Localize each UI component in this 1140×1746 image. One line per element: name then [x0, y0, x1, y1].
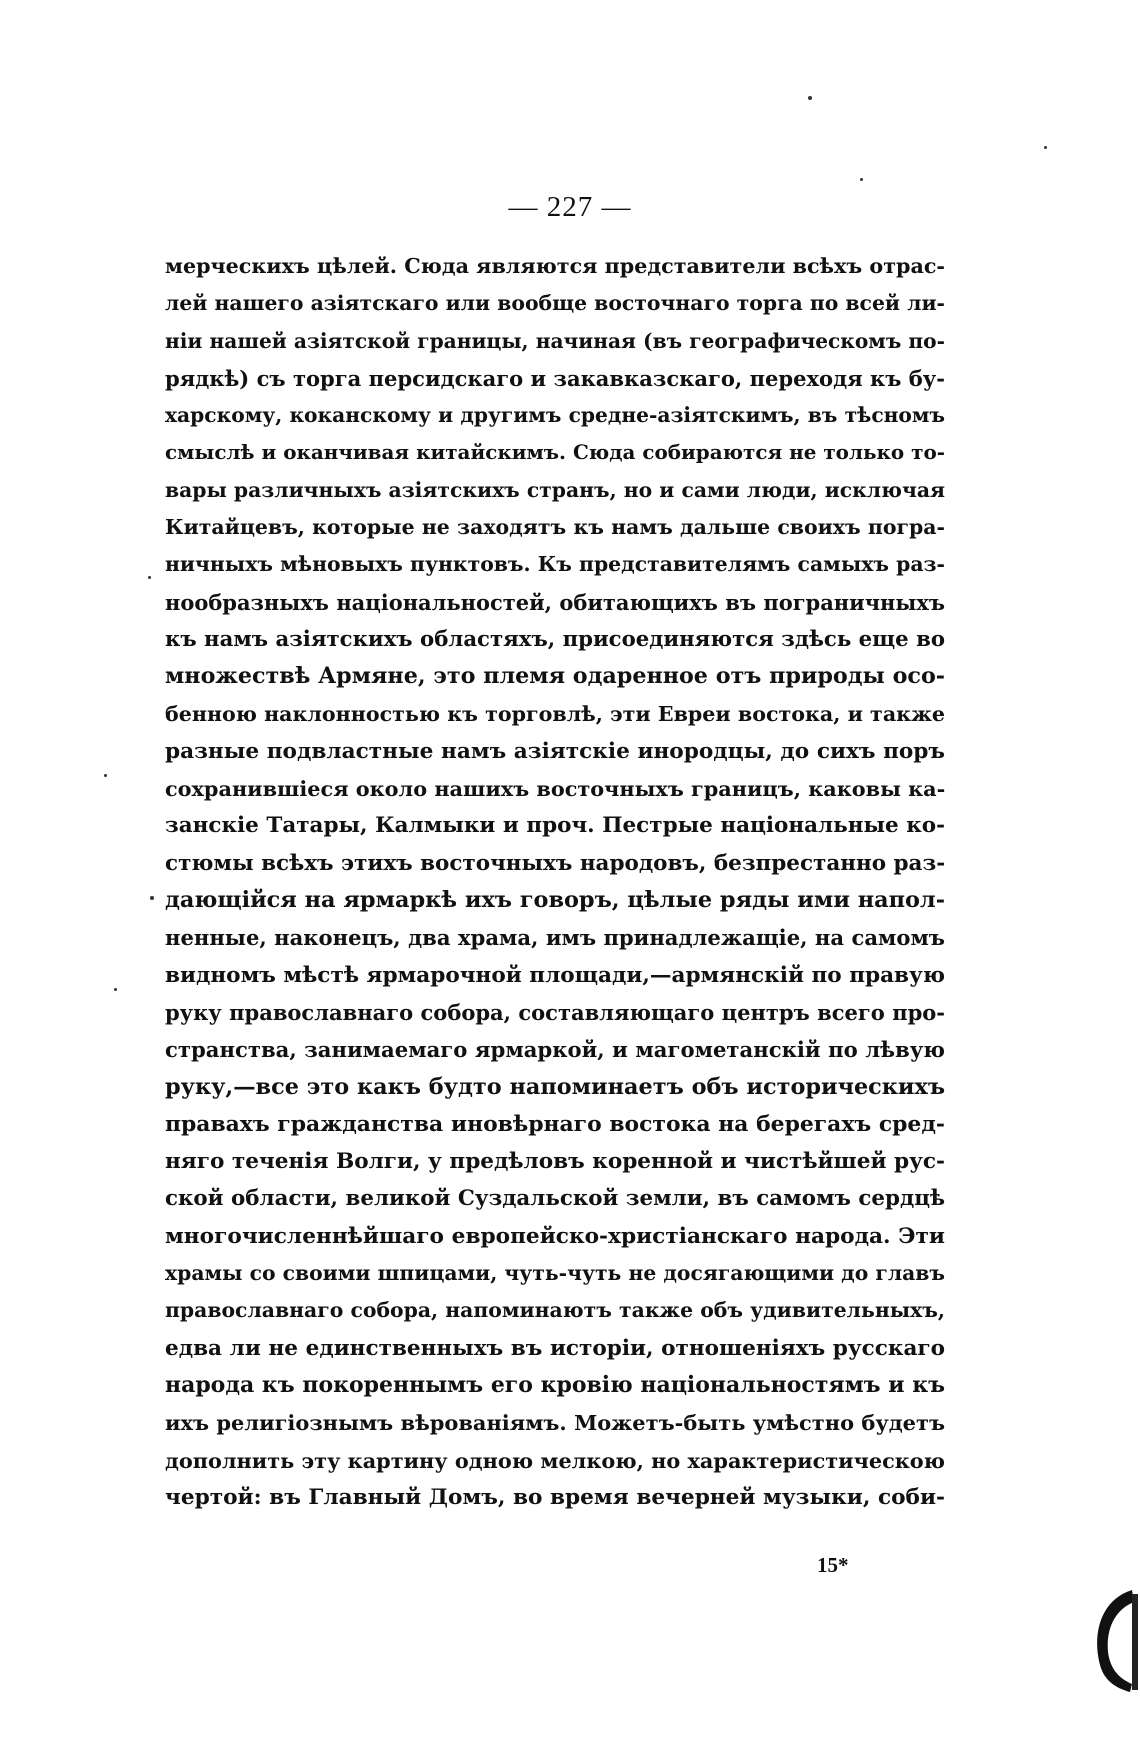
printer-signature-mark: 15*: [817, 1553, 849, 1577]
text-line: вары различныхъ азіятскихъ странъ, но и сами люди, исключая: [165, 477, 945, 502]
text-line: многочисленнѣйшаго европейско-христіанскаго народа. Эти: [165, 1223, 945, 1249]
text-line: харскому, коканскому и другимъ средне-азіятскимъ, въ тѣсномъ: [165, 403, 945, 428]
text-line: множествѣ Армяне, это племя одаренное отъ природы осо-: [165, 663, 945, 690]
text-line: видномъ мѣстѣ ярмарочной площади,—армянскій по правую: [165, 962, 945, 988]
text-line: народа къ покореннымъ его кровію національностямъ и къ: [165, 1371, 945, 1398]
text-line: стюмы всѣхъ этихъ восточныхъ народовъ, безпрестанно раз-: [165, 850, 945, 876]
text-line: ской области, великой Суздальской земли, въ самомъ сердцѣ: [165, 1186, 945, 1212]
text-line: ніи нашей азіятской границы, начиная (въ географическомъ по-: [165, 328, 945, 353]
text-line: бенною наклонностью къ торговлѣ, эти Евреи востока, и также: [165, 701, 945, 726]
text-line: руку,—все это какъ будто напоминаетъ объ историческихъ: [165, 1073, 945, 1100]
text-line: ничныхъ мѣновыхъ пунктовъ. Къ представителямъ самыхъ раз-: [165, 552, 945, 577]
text-line: нообразныхъ національностей, обитающихъ въ пограничныхъ: [165, 589, 945, 615]
text-line: лей нашего азіятскаго или вообще восточнаго торга по всей ли-: [165, 291, 945, 316]
text-line: ненные, наконецъ, два храма, имъ принадлежащіе, на самомъ: [165, 925, 945, 951]
text-line: къ намъ азіятскихъ областяхъ, присоединяются здѣсь еще во: [165, 626, 945, 652]
print-speck: [114, 988, 117, 991]
text-line: правахъ гражданства иновѣрнаго востока на берегахъ сред-: [165, 1110, 945, 1137]
print-speck: [860, 178, 863, 181]
text-line: странства, занимаемаго ярмаркой, и магометанскій по лѣвую: [165, 1037, 945, 1063]
page-edge-shadow: [1070, 1580, 1140, 1700]
text-line: храмы со своими шпицами, чуть-чуть не досягающими до главъ: [165, 1261, 945, 1286]
page-number: — 227 —: [508, 191, 632, 223]
text-line: православнаго собора, напоминаютъ также объ удивительныхъ,: [165, 1298, 945, 1323]
body-text: [165, 248, 945, 1516]
text-line: едва ли не единственныхъ въ исторіи, отношеніяхъ русскаго: [165, 1335, 945, 1361]
text-line: Китайцевъ, которые не заходятъ къ намъ дальше своихъ погра-: [165, 515, 945, 540]
text-line: чертой: въ Главный Домъ, во время вечерней музыки, соби-: [165, 1484, 945, 1510]
text-line: ихъ религіознымъ вѣрованіямъ. Можетъ-быть умѣстно будетъ: [165, 1410, 945, 1436]
text-line: занскіе Татары, Калмыки и проч. Пестрые національные ко-: [165, 813, 945, 839]
print-speck: [808, 96, 812, 100]
text-line: смыслѣ и оканчивая китайскимъ. Сюда собираются не только то-: [165, 440, 945, 465]
print-speck: [104, 774, 107, 777]
text-line: разные подвластные намъ азіятскіе инородцы, до сихъ поръ: [165, 738, 945, 764]
print-speck: [1044, 146, 1047, 149]
text-line: мерческихъ цѣлей. Сюда являются представители всѣхъ отрас-: [165, 254, 945, 278]
print-speck: [148, 576, 151, 579]
text-line: дополнить эту картину одною мелкою, но характеристическою: [165, 1447, 945, 1473]
text-line: рядкѣ) съ торга персидскаго и закавказскаго, переходя къ бу-: [165, 365, 945, 391]
print-speck: [150, 896, 154, 900]
text-line: няго теченія Волги, у предѣловъ коренной и чистѣйшей рус-: [165, 1149, 945, 1175]
text-line: сохранившіеся около нашихъ восточныхъ границъ, каковы ка-: [165, 776, 945, 802]
text-line: руку православнаго собора, составляющаго центръ всего про-: [165, 999, 945, 1025]
text-line: дающійся на ярмаркѣ ихъ говоръ, цѣлые ряды ими напол-: [165, 887, 945, 914]
